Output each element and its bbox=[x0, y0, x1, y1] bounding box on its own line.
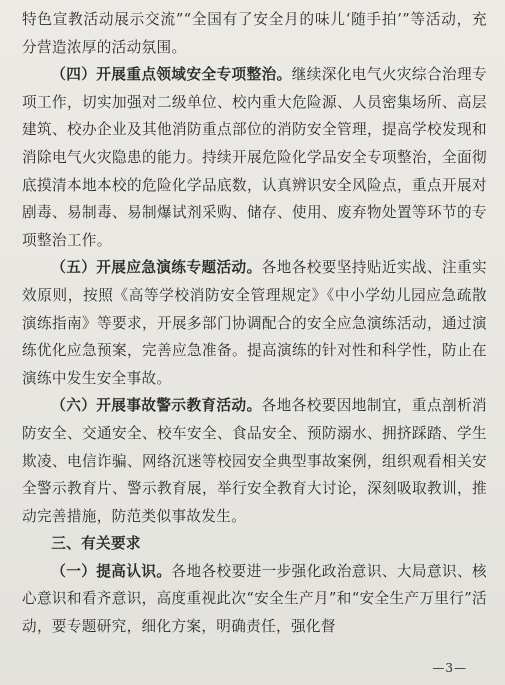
item-4-heading: （四）开展重点领域安全专项整治。 bbox=[51, 66, 292, 84]
continuation-text: 特色宣教活动展示交流”“全国有了安全月的味儿‘随手拍’”等活动，充分营造浓厚的活动氛围。 bbox=[22, 11, 487, 56]
section-title: 三、有关要求 bbox=[51, 535, 141, 553]
item-6-heading: （六）开展事故警示教育活动。 bbox=[51, 397, 262, 415]
item-5-paragraph bbox=[22, 254, 487, 392]
item-4-body: 继续深化电气火灾综合治理专项工作，切实加强对二级单位、校内重大危险源、人员密集场所、高层建筑、校办企业及其他消防重点部位的消防安全管理，提高学校发现和消除电气火灾隐患的能力。持续开展危险化学品安全专项整治，全面彻底摸清本地本校的危险化学品底数，认真辨识安全风险点，重点开展对剧毒、易制毒、易制爆试剂采购、储存、使用、废弃物处置等环节的专项整治工作。 bbox=[22, 66, 487, 249]
subitem-1-paragraph bbox=[22, 558, 487, 641]
item-5-body: 各地各校要坚持贴近实战、注重实效原则，按照《高等学校消防安全管理规定》《中小学幼儿园应急疏散演练指南》等要求，开展多部门协调配合的安全应急演练活动，通过演练优化应急预案，完善应急准备。提高演练的针对性和科学性，防止在演练中发生安全事故。 bbox=[22, 259, 487, 387]
item-6-paragraph bbox=[22, 392, 487, 530]
subitem-1-heading: （一）提高认识。 bbox=[51, 562, 172, 580]
subitem-1-body: 各地各校要进一步强化政治意识、大局意识、核心意识和看齐意识，高度重视此次“安全生产月”和“安全生产万里行”活动，要专题研究，细化方案，明确责任，强化督 bbox=[22, 562, 487, 636]
item-5-heading: （五）开展应急演练专题活动。 bbox=[51, 259, 262, 277]
item-6-body: 各地各校要因地制宜，重点剖析消防安全、交通安全、校车安全、食品安全、预防溺水、拥挤踩踏、学生欺凌、电信诈骗、网络沉迷等校园安全典型事故案例，组织观看相关安全警示教育片、警示教育展，举行安全教育大讨论，深刻吸取教训，推动完善措施，防范类似事故发生。 bbox=[22, 397, 487, 525]
item-4-paragraph bbox=[22, 61, 487, 254]
page-number: —3— bbox=[432, 661, 467, 675]
continuation-paragraph bbox=[22, 6, 487, 61]
